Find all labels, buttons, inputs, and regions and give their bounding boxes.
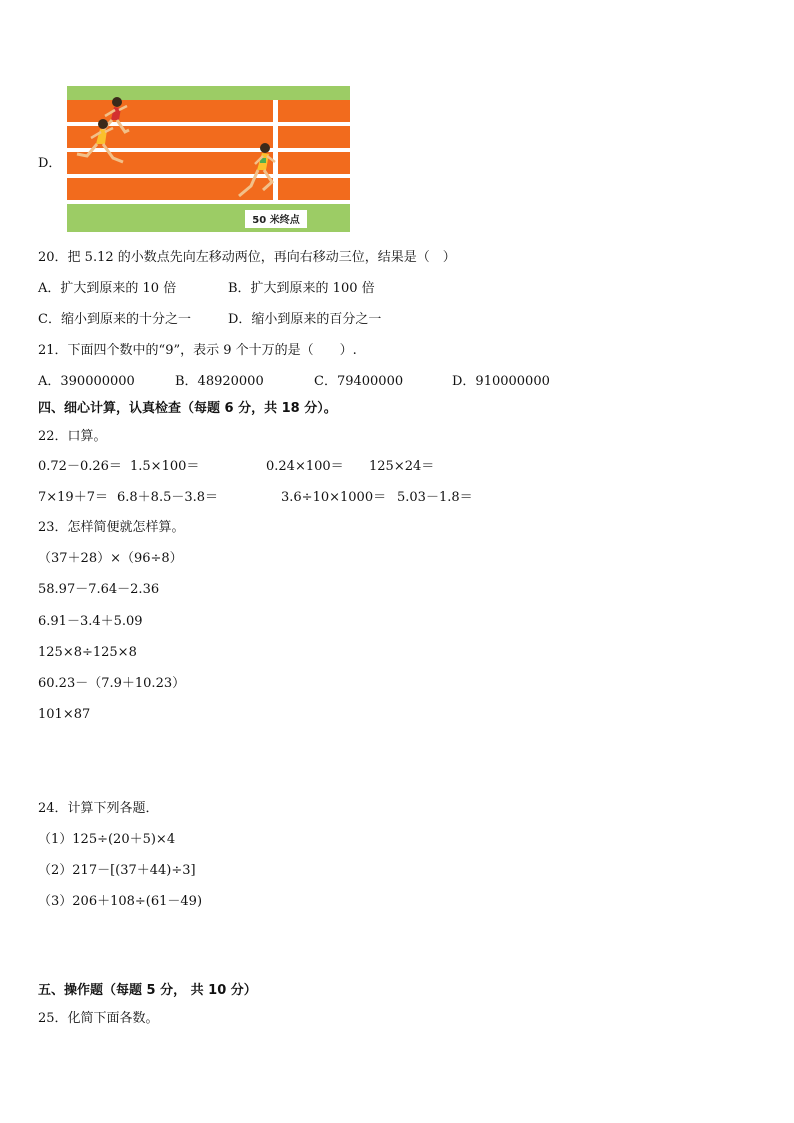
q21-option-c[interactable]: C．79400000	[314, 374, 404, 389]
simplify-item: 6.91－3.4＋5.09	[38, 614, 143, 629]
simplify-item: 125×8÷125×8	[38, 645, 137, 660]
q21-option-a[interactable]: A．390000000	[38, 374, 135, 389]
simplify-item: （37＋28）×（96÷8）	[38, 551, 183, 566]
mental-calc-item: 125×24＝	[369, 459, 435, 474]
q20-option-a[interactable]: A．扩大到原来的 10 倍	[38, 281, 177, 296]
finish-label: 50 米终点	[252, 215, 300, 226]
question-23-stem: 23．怎样简便就怎样算。	[38, 520, 185, 535]
mental-calc-item: 0.72－0.26＝	[38, 459, 122, 474]
finish-line	[273, 100, 278, 204]
section-4-title: 四、细心计算，认真检查（每题 6 分，共 18 分）。	[38, 401, 337, 416]
simplify-item: 101×87	[38, 707, 91, 722]
question-22-stem: 22．口算。	[38, 429, 107, 444]
mental-calc-item: 0.24×100＝	[266, 459, 344, 474]
q20-option-b[interactable]: B．扩大到原来的 100 倍	[228, 281, 375, 296]
q21-option-d[interactable]: D．910000000	[452, 374, 550, 389]
question-25-stem: 25．化简下面各数。	[38, 1011, 159, 1026]
calc-item: （1）125÷(20＋5)×4	[38, 832, 176, 847]
mental-calc-item: 1.5×100＝	[130, 459, 200, 474]
section-5-title: 五、操作题（每题 5 分， 共 10 分）	[38, 983, 257, 998]
mental-calc-item: 6.8＋8.5－3.8＝	[117, 490, 219, 505]
question-21-stem: 21．下面四个数中的“9”，表示 9 个十万的是（ ）.	[38, 343, 357, 358]
mental-calc-item: 3.6÷10×1000＝	[281, 490, 387, 505]
q20-option-c[interactable]: C．缩小到原来的十分之一	[38, 312, 191, 327]
q21-option-b[interactable]: B．48920000	[175, 374, 264, 389]
simplify-item: 60.23－（7.9＋10.23）	[38, 676, 186, 691]
question-24-stem: 24．计算下列各题．	[38, 801, 159, 816]
simplify-item: 58.97－7.64－2.36	[38, 582, 160, 597]
q20-option-d[interactable]: D．缩小到原来的百分之一	[228, 312, 382, 327]
option-d-label: D．	[38, 156, 62, 171]
question-20-stem: 20．把 5.12 的小数点先向左移动两位，再向右移动三位，结果是（ ）	[38, 250, 456, 265]
calc-item: （3）206＋108÷(61－49)	[38, 894, 203, 909]
mental-calc-item: 7×19＋7＝	[38, 490, 108, 505]
running-track-figure	[67, 86, 350, 232]
calc-item: （2）217－[(37＋44)÷3]	[38, 863, 196, 878]
mental-calc-item: 5.03－1.8＝	[397, 490, 473, 505]
